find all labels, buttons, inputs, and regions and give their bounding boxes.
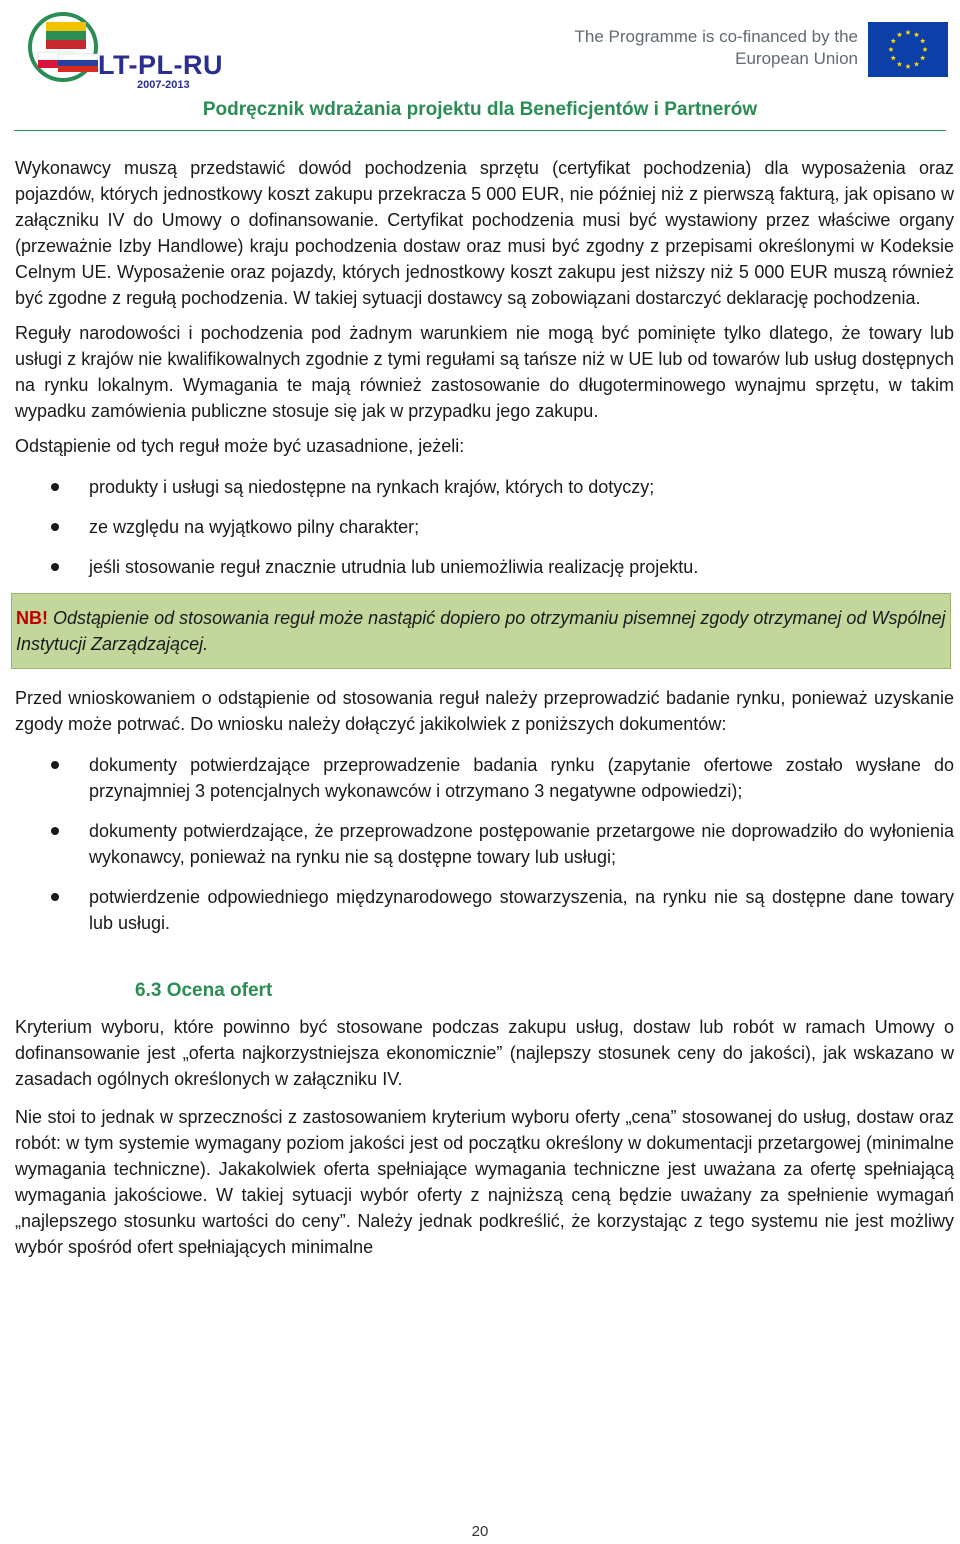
bullet-icon	[51, 483, 59, 491]
eu-funding-text	[568, 26, 858, 70]
list-item: ze względu na wyjątkowo pilny charakter;	[15, 514, 954, 540]
paragraph-nationality-rules: Reguły narodowości i pochodzenia pod żadnym warunkiem nie mogą być pominięte tylko dlatego, że towary lub usługi z krajów nie kwalifikowalnych zgodnie z tymi regułami są tańsze niż w UE lub od towarów lub usług dostępnych na rynku lokalnym. Wymagania te mają również zastosowanie do długoterminowego wynajmu sprzętu, w takim wypadku zamówienia publiczne stosuje się jak w przypadku jego zakupu.	[15, 323, 954, 421]
list-item: dokumenty potwierdzające, że przeprowadzone postępowanie przetargowe nie doprowadziło do wyłonienia wykonawcy, ponieważ na rynku nie są dostępne towary lub usługi;	[15, 818, 954, 870]
bullet-icon	[51, 893, 59, 901]
eu-funding-line2: European Union	[735, 49, 858, 68]
main-content	[15, 155, 954, 1260]
paragraph-selection-criterion: Kryterium wyboru, które powinno być stosowane podczas zakupu usług, dostaw lub robót w ramach Umowy o dofinansowanie jest „oferta najkorzystniejsza ekonomicznie” (najlepszy stosunek ceny do jakości), jak wskazano w zasadach ogólnych określonych w załączniku IV.	[15, 1017, 954, 1089]
required-documents-list	[15, 752, 954, 936]
page-number: 20	[471, 1523, 489, 1540]
bullet-icon	[51, 563, 59, 571]
document-subtitle: Podręcznik wdrażania projektu dla Beneficjentów i Partnerów	[202, 99, 758, 120]
nb-note-box	[11, 593, 951, 669]
paragraph-derogation-intro: Odstąpienie od tych reguł może być uzasadnione, jeżeli:	[15, 436, 465, 456]
nb-text: Odstąpienie od stosowania reguł może nastąpić dopiero po otrzymaniu pisemnej zgody otrzymanej od Wspólnej Instytucji Zarządzającej.	[16, 608, 946, 654]
logo-title: LT-PL-RU	[98, 50, 223, 80]
bullet-icon	[51, 523, 59, 531]
bullet-icon	[51, 827, 59, 835]
list-item: produkty i usługi są niedostępne na rynkach krajów, których to dotyczy;	[15, 474, 954, 500]
bullet-icon	[51, 761, 59, 769]
paragraph-origin-certificate: Wykonawcy muszą przedstawić dowód pochodzenia sprzętu (certyfikat pochodzenia) dla wyposażenia oraz pojazdów, których jednostkowy koszt zakupu przekracza 5 000 EUR, nie później niż z pierwszą fakturą, jak opisano w załączniku IV do Umowy o dofinansowanie. Certyfikat pochodzenia musi być wystawiony przez właściwe organy (przeważnie Izby Handlowe) kraju pochodzenia dostaw oraz musi być zgodny z przepisami określonymi w Kodeksie Celnym UE. Wyposażenie oraz pojazdy, których jednostkowy koszt zakupu jest niższy niż 5 000 EUR muszą również być zgodne z regułą pochodzenia. W takiej sytuacji dostawcy są zobowiązani dostarczyć deklarację pochodzenia.	[15, 158, 954, 308]
list-item: jeśli stosowanie reguł znacznie utrudnia lub uniemożliwia realizację projektu.	[15, 554, 954, 580]
section-title: 6.3 Ocena ofert	[135, 980, 273, 1001]
header-divider	[14, 130, 946, 131]
list-item: dokumenty potwierdzające przeprowadzenie badania rynku (zapytanie ofertowe zostało wysłane do przynajmniej 3 potencjalnych wykonawców i otrzymano 3 negatywne odpowiedzi);	[15, 752, 954, 804]
logo-years: 2007-2013	[137, 79, 190, 91]
page-header	[0, 0, 960, 132]
derogation-conditions-list	[15, 474, 954, 580]
paragraph-market-research: Przed wnioskowaniem o odstąpienie od stosowania reguł należy przeprowadzić badanie rynku, ponieważ uzyskanie zgody może potrwać. Do wniosku należy dołączyć jakikolwiek z poniższych dokumentów:	[15, 688, 954, 734]
nb-label: NB!	[16, 608, 48, 628]
list-item: potwierdzenie odpowiedniego międzynarodowego stowarzyszenia, na rynku nie są dostępne dane towary lub usługi.	[15, 884, 954, 936]
eu-flag-icon	[868, 22, 948, 77]
eu-funding-line1: The Programme is co-financed by the	[574, 27, 858, 46]
paragraph-price-criterion: Nie stoi to jednak w sprzeczności z zastosowaniem kryterium wyboru oferty „cena” stosowanej do usług, dostaw oraz robót: w tym systemie wymagany poziom jakości jest od początku określony w dokumentacji przetargowej (minimalne wymagania techniczne). Jakakolwiek oferta spełniające wymagania techniczne jest uważana za ofertę spełniającą wymagania jakościowe. W takiej sytuacji wybór oferty z najniższą ceną będzie uważany za spełnienie wymagań „najlepszego stosunku wartości do ceny”. Należy jednak podkreślić, że korzystając z tego systemu nie jest możliwy wybór spośród ofert spełniających minimalne	[15, 1107, 954, 1257]
